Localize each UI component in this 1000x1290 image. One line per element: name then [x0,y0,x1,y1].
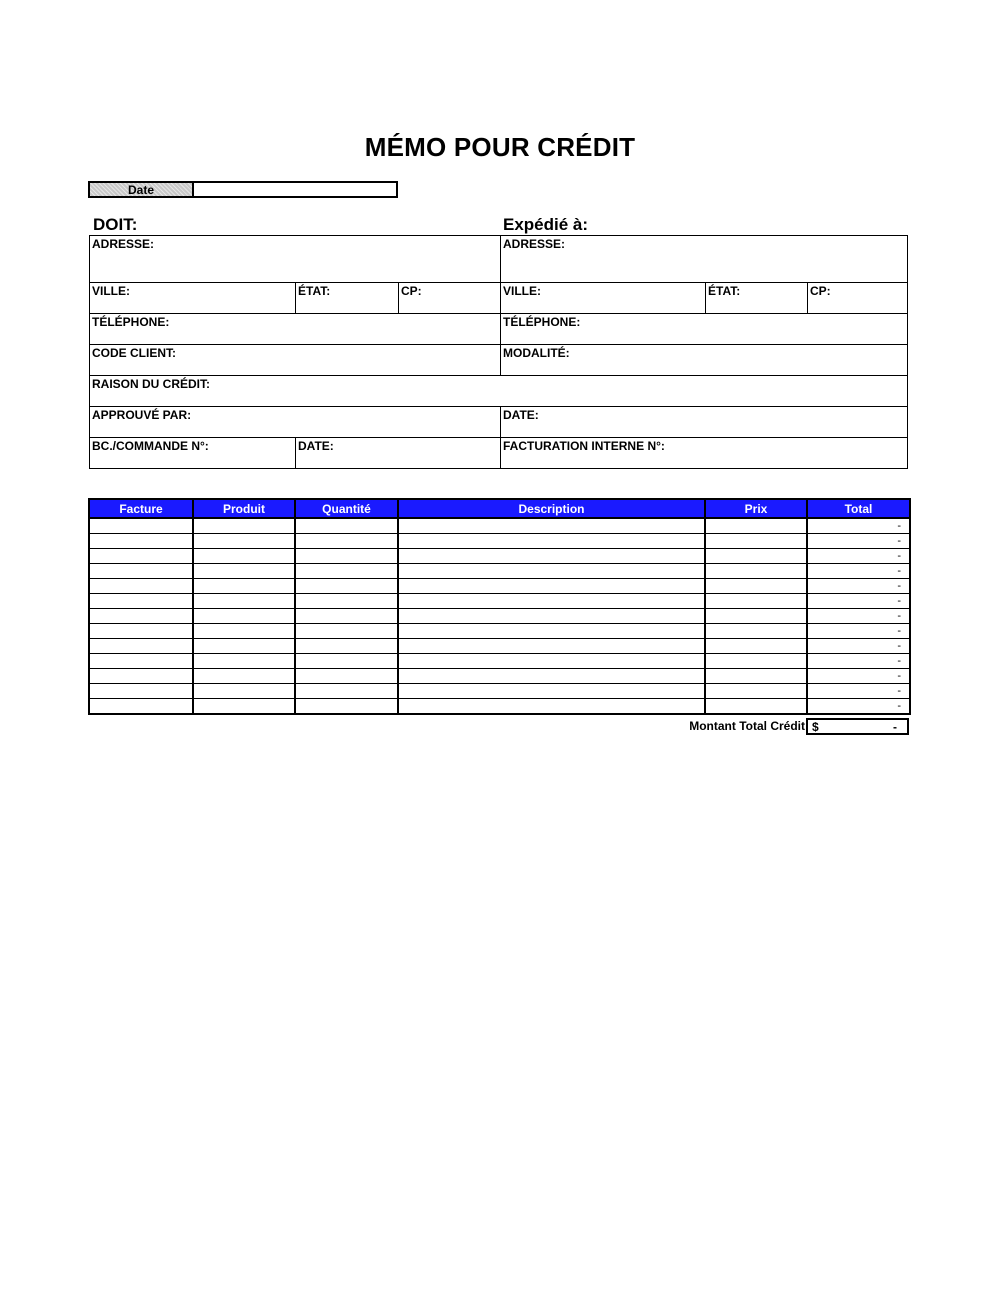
table-row [89,639,910,654]
credit-reason-field[interactable]: RAISON DU CRÉDIT: [92,377,211,391]
cell-quantity[interactable] [295,654,398,669]
column-header-description: Description [398,499,705,518]
cell-product[interactable] [193,624,295,639]
cell-total[interactable]: - [807,669,910,684]
column-header-total: Total [807,499,910,518]
cell-description[interactable] [398,654,705,669]
cell-price[interactable] [705,594,807,609]
cell-description[interactable] [398,609,705,624]
cell-quantity[interactable] [295,669,398,684]
cell-invoice[interactable] [89,669,193,684]
column-header-quantity: Quantité [295,499,398,518]
cell-description[interactable] [398,699,705,715]
cell-total[interactable]: - [807,639,910,654]
cell-product[interactable] [193,518,295,534]
cell-price[interactable] [705,684,807,699]
cell-quantity[interactable] [295,684,398,699]
customer-code-field[interactable]: CODE CLIENT: [90,345,501,375]
table-row [89,579,910,594]
cell-product[interactable] [193,579,295,594]
cell-invoice[interactable] [89,579,193,594]
cell-invoice[interactable] [89,639,193,654]
cell-product[interactable] [193,654,295,669]
order-row [90,438,907,468]
cell-quantity[interactable] [295,564,398,579]
cell-product[interactable] [193,564,295,579]
cell-product[interactable] [193,594,295,609]
bill-address-field[interactable]: ADRESSE: [90,236,501,282]
cell-quantity[interactable] [295,594,398,609]
bill-phone-field[interactable]: TÉLÉPHONE: [90,314,501,344]
ship-phone-field[interactable]: TÉLÉPHONE: [503,315,581,329]
ship-city-field[interactable]: VILLE: [501,283,706,313]
credit-items-table [88,498,911,715]
table-row [89,594,910,609]
cell-total[interactable]: - [807,594,910,609]
cell-total[interactable]: - [807,579,910,594]
cell-invoice[interactable] [89,534,193,549]
reason-row [90,376,907,407]
internal-invoice-field[interactable]: FACTURATION INTERNE N°: [503,439,665,453]
phone-row [90,314,907,345]
bill-zip-field[interactable]: CP: [399,283,501,313]
city-row [90,283,907,314]
cell-price[interactable] [705,624,807,639]
cell-price[interactable] [705,549,807,564]
cell-total[interactable]: - [807,699,910,715]
currency-symbol: $ [812,720,819,734]
cell-total[interactable]: - [807,518,910,534]
cell-price[interactable] [705,534,807,549]
bill-city-field[interactable]: VILLE: [90,283,296,313]
cell-invoice[interactable] [89,624,193,639]
cell-quantity[interactable] [295,624,398,639]
cell-price[interactable] [705,518,807,534]
cell-product[interactable] [193,684,295,699]
cell-description[interactable] [398,549,705,564]
cell-description[interactable] [398,579,705,594]
cell-quantity[interactable] [295,534,398,549]
cell-invoice[interactable] [89,684,193,699]
ship-to-heading: Expédié à: [503,215,589,234]
date-field [88,181,398,198]
po-number-field[interactable]: BC./COMMANDE N°: [90,438,296,468]
table-row [89,684,910,699]
cell-description[interactable] [398,684,705,699]
cell-invoice[interactable] [89,609,193,624]
table-row [89,654,910,669]
table-row [89,564,910,579]
cell-price[interactable] [705,639,807,654]
cell-quantity[interactable] [295,579,398,594]
cell-total[interactable]: - [807,609,910,624]
cell-total[interactable]: - [807,549,910,564]
cell-total[interactable]: - [807,684,910,699]
cell-description[interactable] [398,669,705,684]
table-row [89,549,910,564]
table-row [89,609,910,624]
credit-total-value: - [893,720,897,734]
bill-state-field[interactable]: ÉTAT: [296,283,399,313]
cell-product[interactable] [193,534,295,549]
bill-to-heading: DOIT: [93,215,138,234]
cell-price[interactable] [705,579,807,594]
approved-by-field[interactable]: APPROUVÉ PAR: [90,407,501,437]
cell-invoice[interactable] [89,654,193,669]
cell-description[interactable] [398,594,705,609]
cell-description[interactable] [398,518,705,534]
cell-total[interactable]: - [807,654,910,669]
cell-product[interactable] [193,609,295,624]
cell-invoice[interactable] [89,699,193,715]
credit-total-box [806,718,909,735]
cell-price[interactable] [705,699,807,715]
table-row [89,624,910,639]
column-header-invoice: Facture [89,499,193,518]
cell-total[interactable]: - [807,534,910,549]
cell-description[interactable] [398,624,705,639]
cell-quantity[interactable] [295,609,398,624]
cell-product[interactable] [193,669,295,684]
cell-description[interactable] [398,564,705,579]
cell-total[interactable]: - [807,624,910,639]
address-row [90,236,907,283]
column-header-price: Prix [705,499,807,518]
cell-description[interactable] [398,639,705,654]
cell-product[interactable] [193,639,295,654]
credit-total [600,718,909,735]
cell-invoice[interactable] [89,564,193,579]
cell-quantity[interactable] [295,518,398,534]
cell-quantity[interactable] [295,549,398,564]
cell-description[interactable] [398,534,705,549]
table-row [89,518,910,534]
table-row [89,699,910,715]
date-label: Date [90,183,194,196]
address-grid [89,235,908,469]
cell-product[interactable] [193,699,295,715]
cell-invoice[interactable] [89,518,193,534]
table-row [89,669,910,684]
cell-quantity[interactable] [295,639,398,654]
ship-address-field[interactable]: ADRESSE: [503,237,566,251]
terms-field[interactable]: MODALITÉ: [503,346,570,360]
cell-total[interactable]: - [807,564,910,579]
cell-invoice[interactable] [89,594,193,609]
ship-state-field[interactable]: ÉTAT: [706,283,808,313]
approval-date-field[interactable]: DATE: [503,408,539,422]
po-date-field[interactable]: DATE: [296,438,501,468]
cell-price[interactable] [705,654,807,669]
approval-row [90,407,907,438]
customer-row [90,345,907,376]
table-header-row [89,499,910,518]
ship-zip-field[interactable]: CP: [810,284,831,298]
date-input[interactable] [194,183,396,196]
cell-price[interactable] [705,564,807,579]
table-row [89,534,910,549]
cell-price[interactable] [705,609,807,624]
page-title: MÉMO POUR CRÉDIT [364,132,636,162]
cell-invoice[interactable] [89,549,193,564]
credit-total-label: Montant Total Crédit [689,719,805,733]
cell-price[interactable] [705,669,807,684]
cell-quantity[interactable] [295,699,398,715]
cell-product[interactable] [193,549,295,564]
column-header-product: Produit [193,499,295,518]
